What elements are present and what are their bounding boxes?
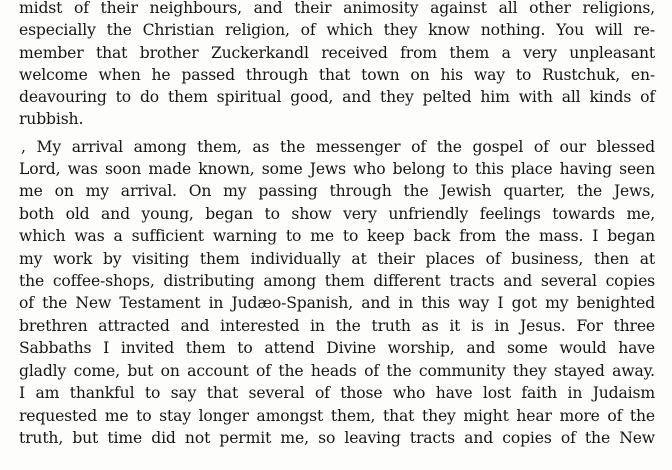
text-line: truth, but time did not permit me, so leaving tracts and copies of the New — [19, 429, 655, 447]
text-line: requested me to stay longer amongst them, that they might hear more of the — [19, 407, 655, 425]
text-line: which was a sufficient warning to me to keep back from the mass. I began — [19, 227, 655, 245]
text-line: , My arrival among them, as the messenger of the gospel of our blessed — [21, 138, 655, 156]
text-line: rubbish. — [19, 110, 84, 128]
text-line: Lord, was soon made known, some Jews who belong to this place having seen — [19, 160, 655, 178]
text-line: especially the Christian religion, of which they know nothing. You will re- — [19, 21, 655, 39]
text-line: welcome when he passed through that town on his way to Rustchuk, en- — [19, 66, 655, 84]
text-line: Sabbaths I invited them to attend Divine worship, and some would have — [19, 339, 655, 357]
text-line: brethren attracted and interested in the truth as it is in Jesus. For three — [19, 317, 655, 335]
text-line: deavouring to do them spiritual good, and they pelted him with all kinds of — [19, 88, 655, 106]
text-line: gladly come, but on account of the heads of the community they stayed away. — [19, 362, 655, 380]
text-line: my work by visiting them individually at their places of business, then at — [19, 250, 655, 268]
text-line: member that brother Zuckerkandl received from them a very unpleasant — [19, 44, 655, 62]
text-line: the coffee-shops, distributing among them different tracts and several copies — [19, 272, 655, 290]
text-line: me on my arrival. On my passing through the Jewish quarter, the Jews, — [19, 182, 655, 200]
text-line: of the New Testament in Judæo-Spanish, and in this way I got my benighted — [19, 294, 655, 312]
text-line: midst of their neighbours, and their animosity against all other religions, — [19, 0, 655, 17]
text-line: I am thankful to say that several of those who have lost faith in Judaism — [19, 384, 655, 402]
text-line: both old and young, began to show very unfriendly feelings towards me, — [19, 205, 655, 223]
